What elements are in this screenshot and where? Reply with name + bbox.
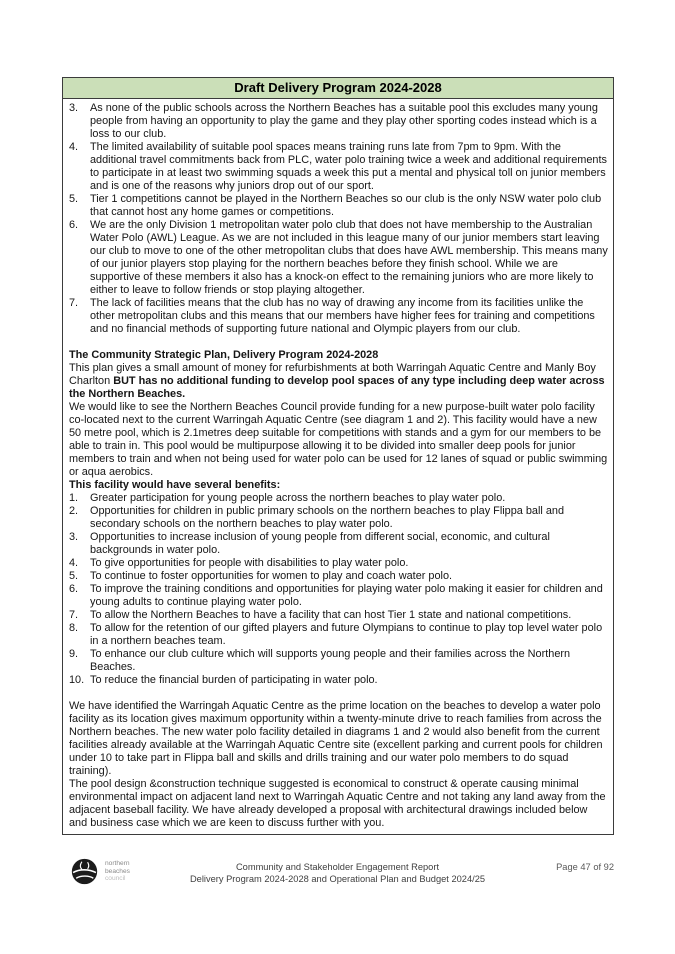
csp-paragraph-bold: BUT has no additional funding to develop pool spaces of any type including deep water across the Northern Beaches. [69,375,605,400]
list-item-text: The lack of facilities means that the club has no way of drawing any income from its facilities unlike the other metropolitan clubs and this means that our members have higher fees for training and competitions and no financial methods of supporting future national and Olympic players from our club. [90,297,595,335]
list-item-number: 5. [69,570,79,582]
list-item-number: 9. [69,648,79,660]
list-item-text: The limited availability of suitable pool spaces means training runs late from 7pm to 9pm. With the additional travel commitments back from PLC, water polo training twice a week and additional requirements to participate in at least two swimming squads a week this put a mental and physical toll on junior members and is one of the reasons why juniors drop out of our sport. [90,141,607,192]
table-header-title: Draft Delivery Program 2024-2028 [63,78,613,99]
list-item [69,609,608,622]
list-item [69,557,608,570]
list-item-number: 2. [69,505,79,517]
list-item-text: Tier 1 competitions cannot be played in the Northern Beaches so our club is the only NSW water polo club that cannot host any home games or competitions. [90,193,602,218]
list-item-text: We are the only Division 1 metropolitan water polo club that does not have membership to the Australian Water Polo (AWL) League. As we are not included in this league many of our junior members start leaving our club to move to one of the other metropolitan clubs that does have AWL membership. This means many of our junior players stop playing for the northern beaches before they finish school. While we are supportive of these members it also has a knock-on effect to the remaining juniors who are more likely to either to leave to follow friends or stop playing altogether. [90,219,608,296]
list-item [69,674,608,687]
closing-paragraph-1: We have identified the Warringah Aquatic Centre as the prime location on the beaches to develop a water polo facility as its location gives maximum opportunity within a twenty-minute drive to reach families from across the Northern beaches. The new water polo facility detailed in diagrams 1 and 2 would also benefit from the current facilities already available at the Warringah Aquatic Centre site (excellent parking and current pools for children under 10 to take part in Flippa ball and skills and drills training and our water polo members to do squad training). [69,700,603,777]
list-item-text: To reduce the financial burden of participating in water polo. [90,674,378,686]
table-body [63,99,613,834]
list-item-text: Greater participation for young people across the northern beaches to play water polo. [90,492,506,504]
delivery-program-table [62,77,614,835]
blank-line [69,336,608,349]
page-footer [0,858,675,898]
list-item-number: 4. [69,141,79,153]
section-heading: The Community Strategic Plan, Delivery Program 2024-2028 [69,349,379,361]
closing-paragraph-2: The pool design &construction technique suggested is economical to construct & operate causing minimal environmental impact on adjacent land next to Warringah Aquatic Centre and not taking any land away from the adjacent baseball facility. We have already developed a proposal with architectural drawings included below and business case which we are keen to discuss further with you. [69,778,606,829]
list-item [69,141,608,193]
csp-paragraph [69,362,608,401]
list-item-text: To improve the training conditions and opportunities for playing water polo making it easier for children and young adults to continue playing water polo. [90,583,603,608]
logo-word-northern: northern [105,860,130,868]
list-item-number: 7. [69,297,79,309]
list-item-number: 10. [69,674,85,686]
list-item [69,219,608,297]
list-item-number: 3. [69,102,79,114]
footer-title-line1: Community and Stakeholder Engagement Report [235,862,440,872]
list-item [69,492,608,505]
proposal-paragraph: We would like to see the Northern Beaches Council provide funding for a new purpose-built water polo facility co-located next to the current Warringah Aquatic Centre (see diagram 1 and 2). This facility would have a new 50 metre pool, which is 2.1metres deep suitable for competitions with stands and a gym for our members to be able to train in. This pool would be multipurpose allowing it to be divided into smaller deep pools for junior members to train and when not being used for water polo can be used for 12 lanes of squad or public swimming or aqua aerobics. [69,401,608,478]
list-item-text: Opportunities for children in public primary schools on the northern beaches to play Flippa ball and secondary schools on the northern beaches to play water polo. [90,505,565,530]
list-item-text: As none of the public schools across the Northern Beaches has a suitable pool this excludes many young people from having an opportunity to play the game and they play other sporting codes instead which is a loss to our club. [90,102,598,140]
list-item [69,648,608,674]
list-item-number: 8. [69,622,79,634]
list-item [69,505,608,531]
list-item [69,622,608,648]
benefits-heading: This facility would have several benefits: [69,479,281,491]
list-item-text: To continue to foster opportunities for women to play and coach water polo. [90,570,453,582]
list-item-number: 4. [69,557,79,569]
logo-word-council: council [105,875,126,883]
list-item [69,531,608,557]
list-item-text: Opportunities to increase inclusion of young people from different social, economic, and cultural backgrounds in water polo. [90,531,550,556]
list-item-number: 3. [69,531,79,543]
list-item-text: To allow the Northern Beaches to have a facility that can host Tier 1 state and national competitions. [90,609,572,621]
list-item-text: To give opportunities for people with disabilities to play water polo. [90,557,409,569]
list-item-number: 6. [69,219,79,231]
logo-word-beaches: beaches [105,867,130,875]
list-item [69,102,608,141]
list-item-number: 7. [69,609,79,621]
csp-paragraph-normal: This plan gives a small amount of money for refurbishments at both Warringah Aquatic Centre and Manly Boy Charlton [69,362,596,387]
footer-title-line2: Delivery Program 2024-2028 and Operational Plan and Budget 2024/25 [189,873,486,884]
page-number: Page 47 of 92 [556,862,614,872]
list-item [69,297,608,336]
list-item [69,193,608,219]
list-item-text: To allow for the retention of our gifted players and future Olympians to continue to play top level water polo in a northern beaches team. [90,622,603,647]
list-item-text: To enhance our club culture which will supports young people and their families across the Northern Beaches. [90,648,571,673]
list-item [69,583,608,609]
blank-line [69,687,608,700]
list-item [69,570,608,583]
list-item-number: 6. [69,583,79,595]
list-item-number: 5. [69,193,79,205]
list-item-number: 1. [69,492,79,504]
